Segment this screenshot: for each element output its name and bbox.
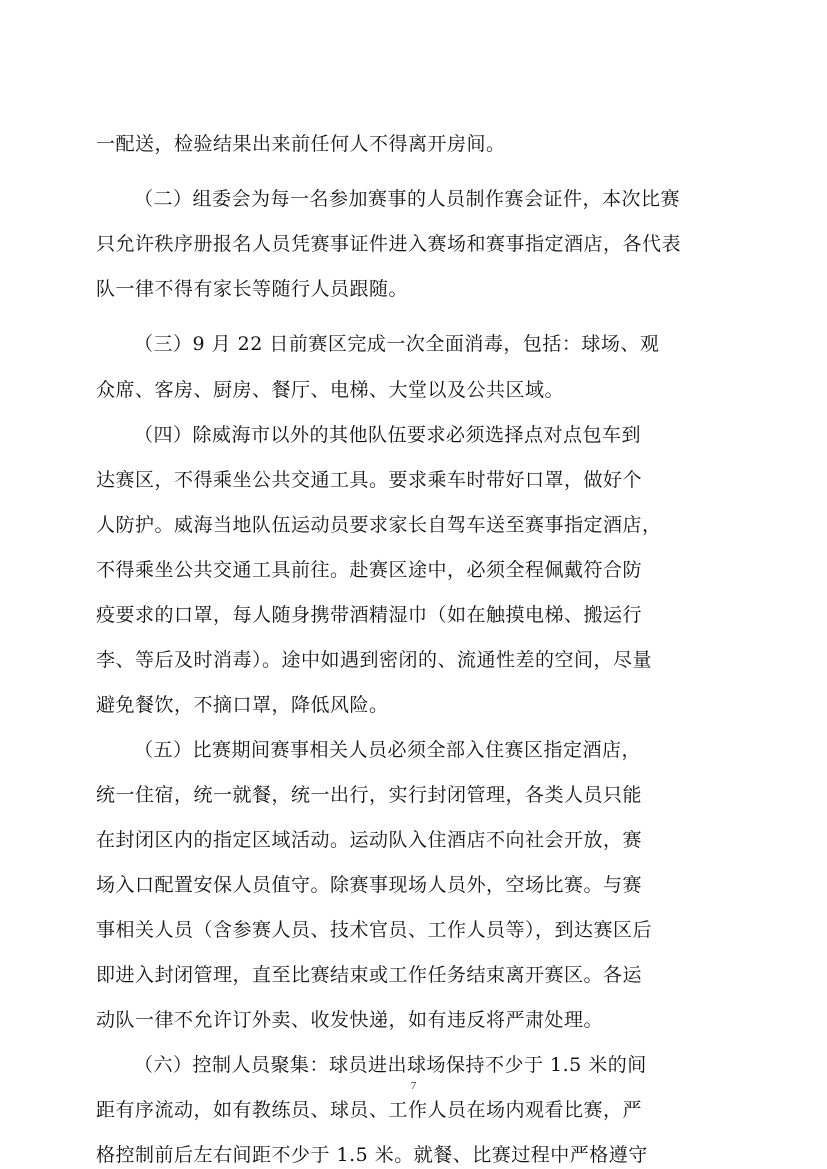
text-line: 达赛区，不得乘坐公共交通工具。要求乘车时带好口罩，做好个 <box>96 469 643 491</box>
text-line: 避免餐饮，不摘口罩，降低风险。 <box>96 694 389 716</box>
text-line: 队一律不得有家长等随行人员跟随。 <box>96 278 409 300</box>
text-line: 李、等后及时消毒）。途中如遇到密闭的、流通性差的空间，尽量 <box>96 649 653 671</box>
text-line: 不得乘坐公共交通工具前往。赴赛区途中，必须全程佩戴符合防 <box>96 559 643 581</box>
text-line: 距有序流动，如有教练员、球员、工作人员在场内观看比赛，严 <box>96 1099 643 1121</box>
page-number: 7 <box>410 1080 417 1092</box>
text-line: 一配送，检验结果出来前任何人不得离开房间。 <box>96 133 506 155</box>
text-line: 人防护。威海当地队伍运动员要求家长自驾车送至赛事指定酒店， <box>96 514 662 536</box>
text-line: 场入口配置安保人员值守。除赛事现场人员外，空场比赛。与赛 <box>96 874 643 896</box>
text-line: 统一住宿，统一就餐，统一出行，实行封闭管理，各类人员只能 <box>96 784 643 806</box>
text-line: 疫要求的口罩，每人随身携带酒精湿巾（如在触摸电梯、搬运行 <box>96 604 643 626</box>
text-line: 格控制前后左右间距不少于 1.5 米。就餐、比赛过程中严格遵守 <box>96 1144 648 1166</box>
paragraph-5-line: （五）比赛期间赛事相关人员必须全部入住赛区指定酒店， <box>134 739 642 761</box>
paragraph-4-line: （四）除威海市以外的其他队伍要求必须选择点对点包车到 <box>134 424 642 446</box>
text-line: 动队一律不允许订外卖、收发快递，如有违反将严肃处理。 <box>96 1009 604 1031</box>
text-line: 即进入封闭管理，直至比赛结束或工作任务结束离开赛区。各运 <box>96 964 643 986</box>
paragraph-2-line: （二）组委会为每一名参加赛事的人员制作赛会证件，本次比赛 <box>134 188 681 210</box>
text-line: 只允许秩序册报名人员凭赛事证件进入赛场和赛事指定酒店，各代表 <box>96 233 682 255</box>
paragraph-6-line: （六）控制人员聚集：球员进出球场保持不少于 1.5 米的间 <box>134 1054 647 1076</box>
paragraph-3-line: （三）9 月 22 日前赛区完成一次全面消毒，包括：球场、观 <box>134 333 660 355</box>
text-line: 众席、客房、厨房、餐厅、电梯、大堂以及公共区域。 <box>96 379 565 401</box>
text-line: 事相关人员（含参赛人员、技术官员、工作人员等），到达赛区后 <box>96 919 653 941</box>
text-line: 在封闭区内的指定区域活动。运动队入住酒店不向社会开放，赛 <box>96 829 643 851</box>
